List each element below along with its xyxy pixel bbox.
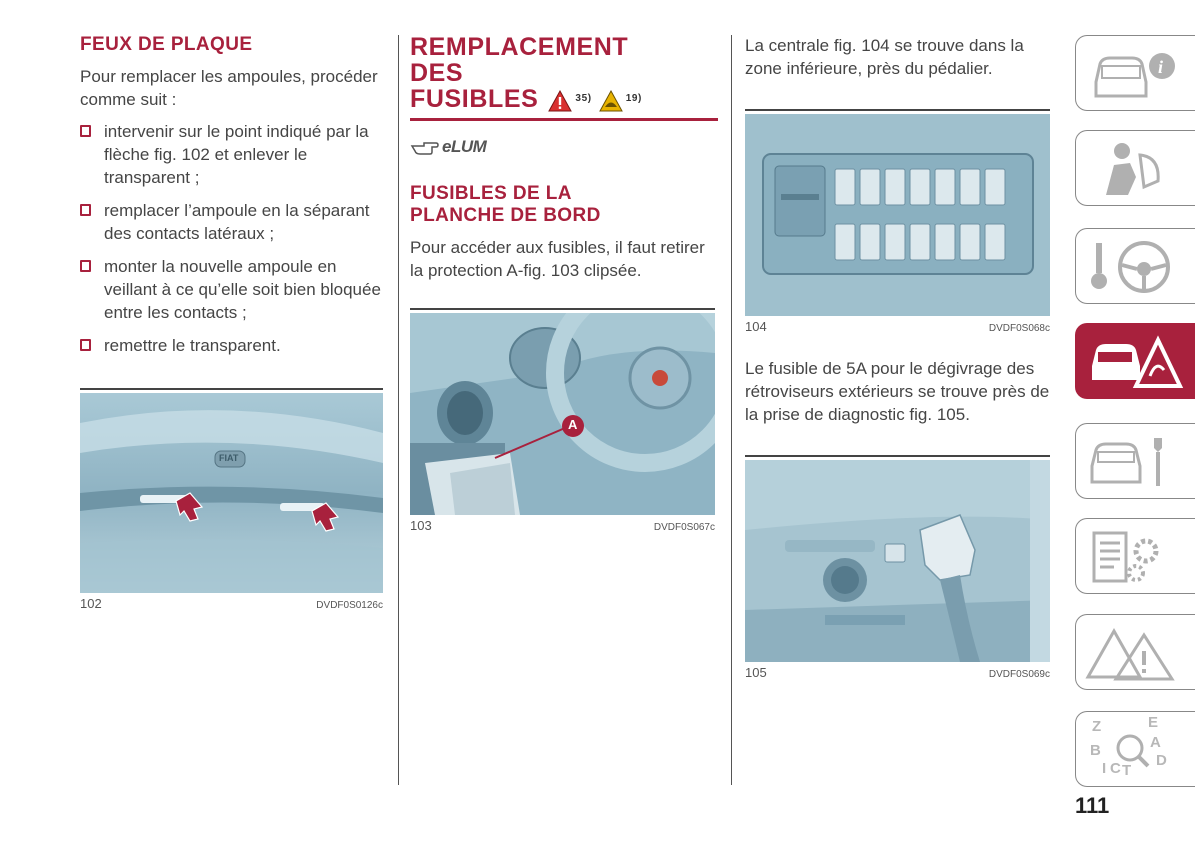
tab-technical-data[interactable] bbox=[1075, 518, 1195, 594]
car-wrench-icon bbox=[1084, 430, 1184, 494]
column-2 bbox=[410, 0, 718, 533]
body-text: Le fusible de 5A pour le dégivrage des rétroviseurs extérieurs se trouve près de la prise de diagnostic fig. 105. bbox=[745, 359, 1050, 424]
index-letter: T bbox=[1122, 762, 1132, 779]
chapter-title bbox=[410, 34, 718, 112]
figure-105 bbox=[745, 455, 1050, 680]
column-1 bbox=[80, 0, 385, 611]
index-letter: B bbox=[1090, 742, 1101, 759]
checkbox-bullet-icon bbox=[80, 204, 91, 216]
tab-maintenance[interactable] bbox=[1075, 423, 1195, 499]
figure-caption bbox=[745, 319, 1050, 334]
column-separator bbox=[731, 35, 732, 785]
figure-code: DVDF0S069c bbox=[988, 669, 1050, 680]
warning-triangles-icon bbox=[1084, 621, 1184, 685]
figure-number: 103 bbox=[410, 518, 432, 533]
chapter-title-line: DES bbox=[410, 59, 464, 87]
column-separator bbox=[398, 35, 399, 785]
figure-102-image bbox=[80, 393, 383, 593]
column-3 bbox=[745, 0, 1050, 680]
car-info-icon bbox=[1084, 42, 1184, 106]
list-item: monter la nouvelle ampoule en veillant à ce qu’elle soit bien bloquée entre les contacts ; bbox=[80, 255, 385, 324]
tab-emergency[interactable] bbox=[1075, 323, 1195, 399]
checkbox-bullet-icon bbox=[80, 125, 91, 137]
figure-caption bbox=[745, 665, 1050, 680]
chapter-title-line: FUSIBLES 35) 19) bbox=[410, 86, 718, 112]
index-letter: A bbox=[1150, 734, 1161, 751]
chapter-title-line: REMPLACEMENT bbox=[410, 33, 629, 61]
warning-references bbox=[548, 86, 646, 112]
figure-caption bbox=[80, 596, 383, 611]
figure-rule bbox=[745, 455, 1050, 457]
index-letter: E bbox=[1148, 714, 1159, 731]
figure-number: 105 bbox=[745, 665, 767, 680]
chapter-title-rule bbox=[410, 118, 718, 121]
key-steering-wheel-icon bbox=[1084, 235, 1184, 299]
figure-103-image bbox=[410, 313, 715, 515]
figure-103 bbox=[410, 308, 715, 533]
checkbox-bullet-icon bbox=[80, 339, 91, 351]
page-number: 111 bbox=[1075, 793, 1110, 818]
list-item: remplacer l’ampoule en la séparant des contacts latéraux ; bbox=[80, 199, 385, 245]
index-letter: C bbox=[1110, 760, 1121, 777]
svg-text:i: i bbox=[1158, 57, 1164, 77]
figure-104 bbox=[745, 109, 1050, 334]
figure-code: DVDF0S0126c bbox=[316, 600, 383, 611]
elum-label: eLUM bbox=[442, 137, 487, 156]
checkbox-bullet-icon bbox=[80, 260, 91, 272]
fiat-logo-label: FIAT bbox=[219, 453, 239, 463]
specs-gears-icon bbox=[1084, 525, 1184, 589]
figure-105-image bbox=[745, 460, 1050, 662]
callout-marker-a: A bbox=[568, 417, 578, 432]
figure-caption bbox=[410, 518, 715, 533]
caution-triangle-icon bbox=[599, 90, 623, 112]
index-letter: I bbox=[1102, 760, 1107, 777]
figure-rule bbox=[80, 388, 383, 390]
figure-rule bbox=[745, 109, 1050, 111]
tab-index[interactable] bbox=[1075, 711, 1195, 787]
intro-text: Pour remplacer les ampoules, procéder comme suit : bbox=[80, 67, 378, 109]
warning-reference: 19) bbox=[625, 93, 642, 104]
section-heading-fusibles-planche: FUSIBLES DE LA PLANCHE DE BORD bbox=[410, 183, 601, 226]
figure-number: 102 bbox=[80, 596, 102, 611]
figure-102 bbox=[80, 388, 383, 611]
body-text: La centrale fig. 104 se trouve dans la zone inférieure, près du pédalier. bbox=[745, 36, 1024, 78]
list-item: intervenir sur le point indiqué par la flèche fig. 102 et enlever le transparent ; bbox=[80, 120, 385, 189]
figure-code: DVDF0S067c bbox=[653, 522, 715, 533]
danger-triangle-icon bbox=[548, 90, 572, 112]
procedure-list bbox=[80, 120, 385, 357]
index-letter: D bbox=[1156, 752, 1167, 769]
list-item: remettre le transparent. bbox=[80, 334, 385, 357]
tab-warnings[interactable] bbox=[1075, 614, 1195, 690]
figure-104-image bbox=[745, 114, 1050, 316]
pointing-hand-icon bbox=[410, 137, 440, 157]
car-breakdown-warning-icon bbox=[1084, 330, 1184, 394]
figure-number: 104 bbox=[745, 319, 767, 334]
elum-version-indicator bbox=[410, 137, 718, 157]
airbag-person-icon bbox=[1084, 137, 1184, 201]
index-letter: Z bbox=[1092, 718, 1102, 735]
section-heading-feux-de-plaque: FEUX DE PLAQUE bbox=[80, 34, 253, 55]
figure-rule bbox=[410, 308, 715, 310]
tab-starting-driving[interactable] bbox=[1075, 228, 1195, 304]
body-text: Pour accéder aux fusibles, il faut retirer la protection A-fig. 103 clipsée. bbox=[410, 238, 705, 280]
tab-car-info[interactable] bbox=[1075, 35, 1195, 111]
tab-safety[interactable] bbox=[1075, 130, 1195, 206]
warning-reference: 35) bbox=[575, 93, 592, 104]
figure-code: DVDF0S068c bbox=[988, 323, 1050, 334]
